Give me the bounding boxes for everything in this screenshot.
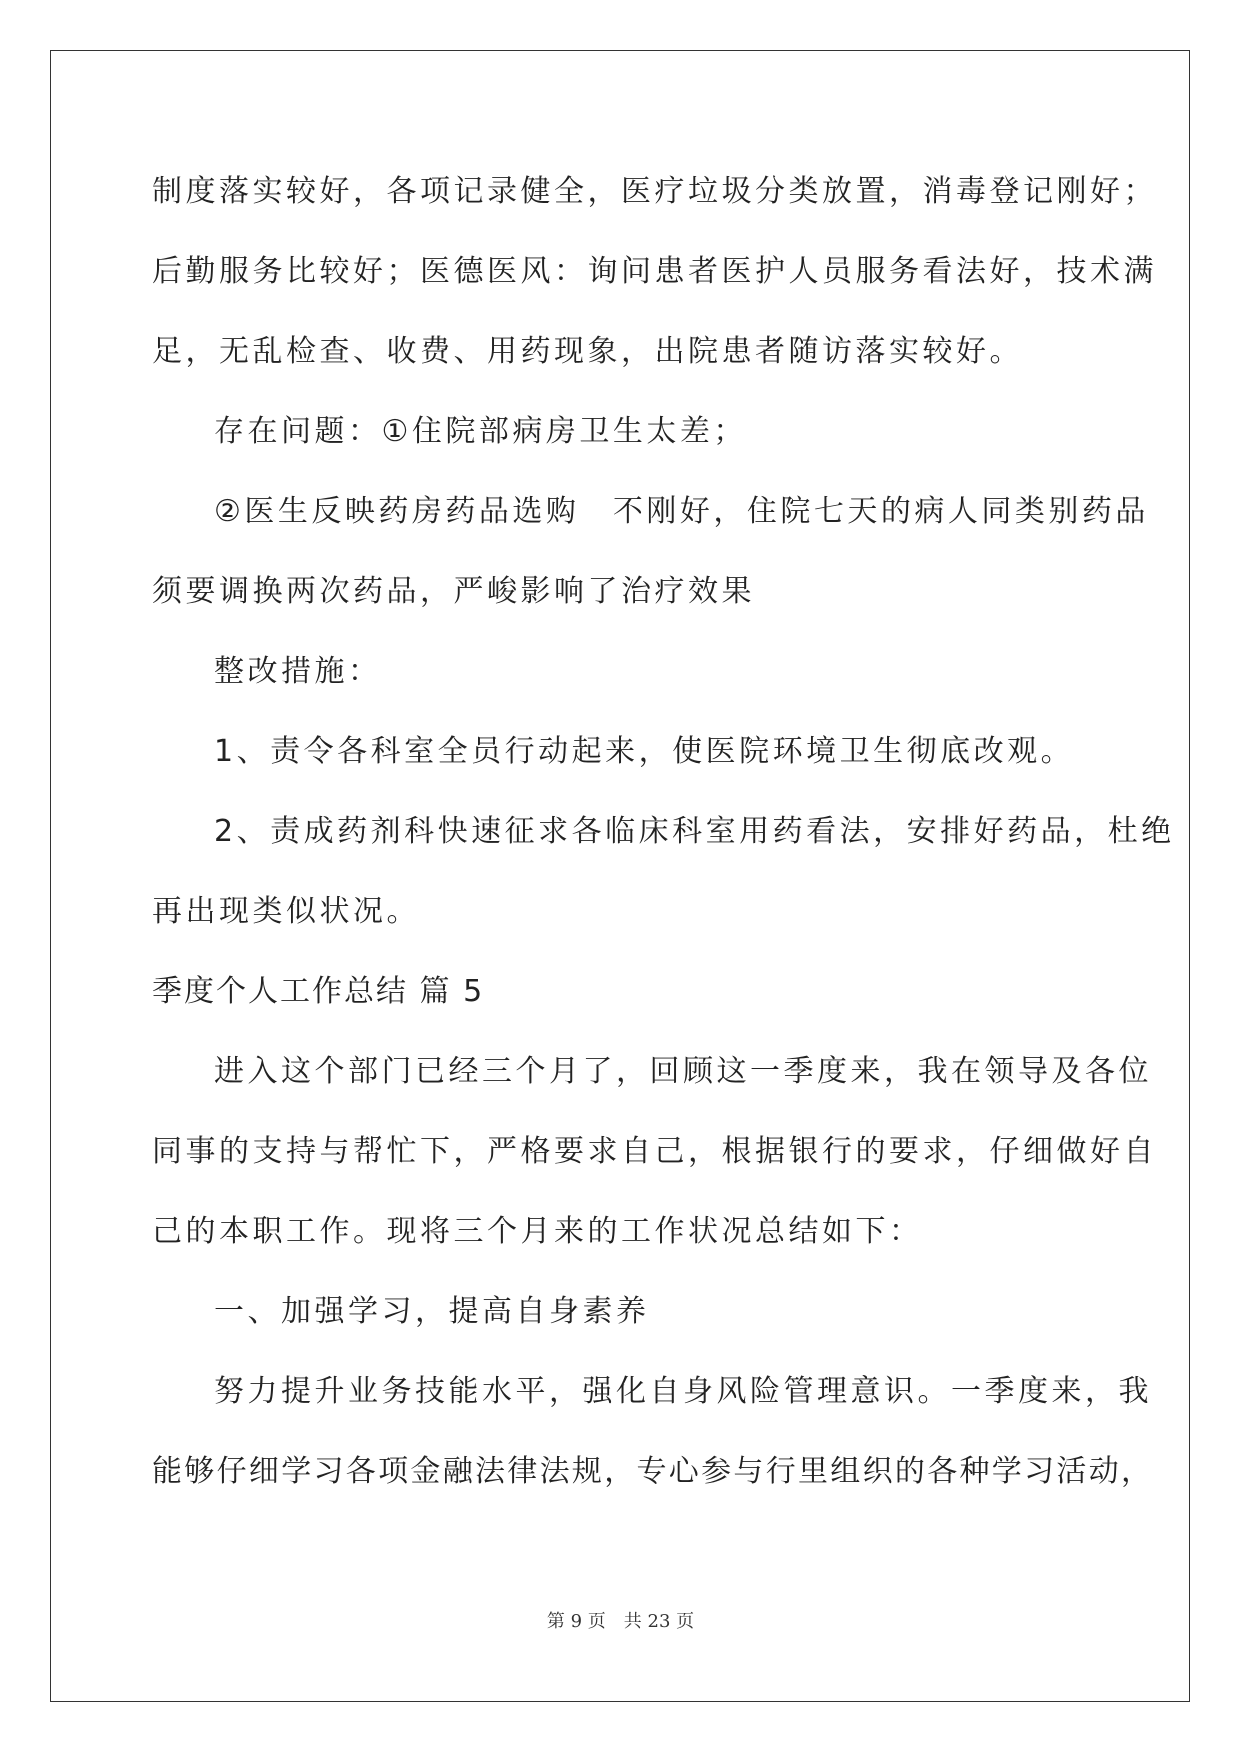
body-line: 足，无乱检查、收费、用药现象，出院患者随访落实较好。 [152,334,1023,369]
body-line: 须要调换两次药品，严峻影响了治疗效果 [152,574,755,609]
body-line: 后勤服务比较好；医德医风：询问患者医护人员服务看法好，技术满 [152,254,1157,289]
paragraph-line: 努力提升业务技能水平，强化自身风险管理意识。一季度来，我 [214,1374,1152,1409]
body-line: 能够仔细学习各项金融法律法规，专心参与行里组织的各种学习活动， [152,1454,1154,1489]
paragraph-line: ②医生反映药房药品选购 不刚好，住院七天的病人同类别药品 [214,494,1149,529]
page-number: 第 9 页 [546,1611,606,1632]
page-total: 共 23 页 [623,1611,695,1632]
section-heading: 季度个人工作总结 篇 5 [152,974,485,1009]
paragraph-line: 进入这个部门已经三个月了，回顾这一季度来，我在领导及各位 [214,1054,1152,1089]
paragraph-line: 存在问题：①住院部病房卫生太差； [214,414,747,449]
body-line: 同事的支持与帮忙下，严格要求自己，根据银行的要求，仔细做好自 [152,1134,1157,1169]
body-line: 再出现类似状况。 [152,894,420,929]
body-line: 己的本职工作。现将三个月来的工作状况总结如下： [152,1214,923,1249]
body-line: 制度落实较好，各项记录健全，医疗垃圾分类放置，消毒登记刚好； [152,174,1157,209]
page-footer [0,1610,1241,1634]
subsection-heading: 一、加强学习，提高自身素养 [214,1294,650,1329]
paragraph-line: 2、责成药剂科快速征求各临床科室用药看法，安排好药品，杜绝 [214,814,1175,849]
paragraph-line: 1、责令各科室全员行动起来，使医院环境卫生彻底改观。 [214,734,1075,769]
paragraph-line: 整改措施： [214,654,382,689]
